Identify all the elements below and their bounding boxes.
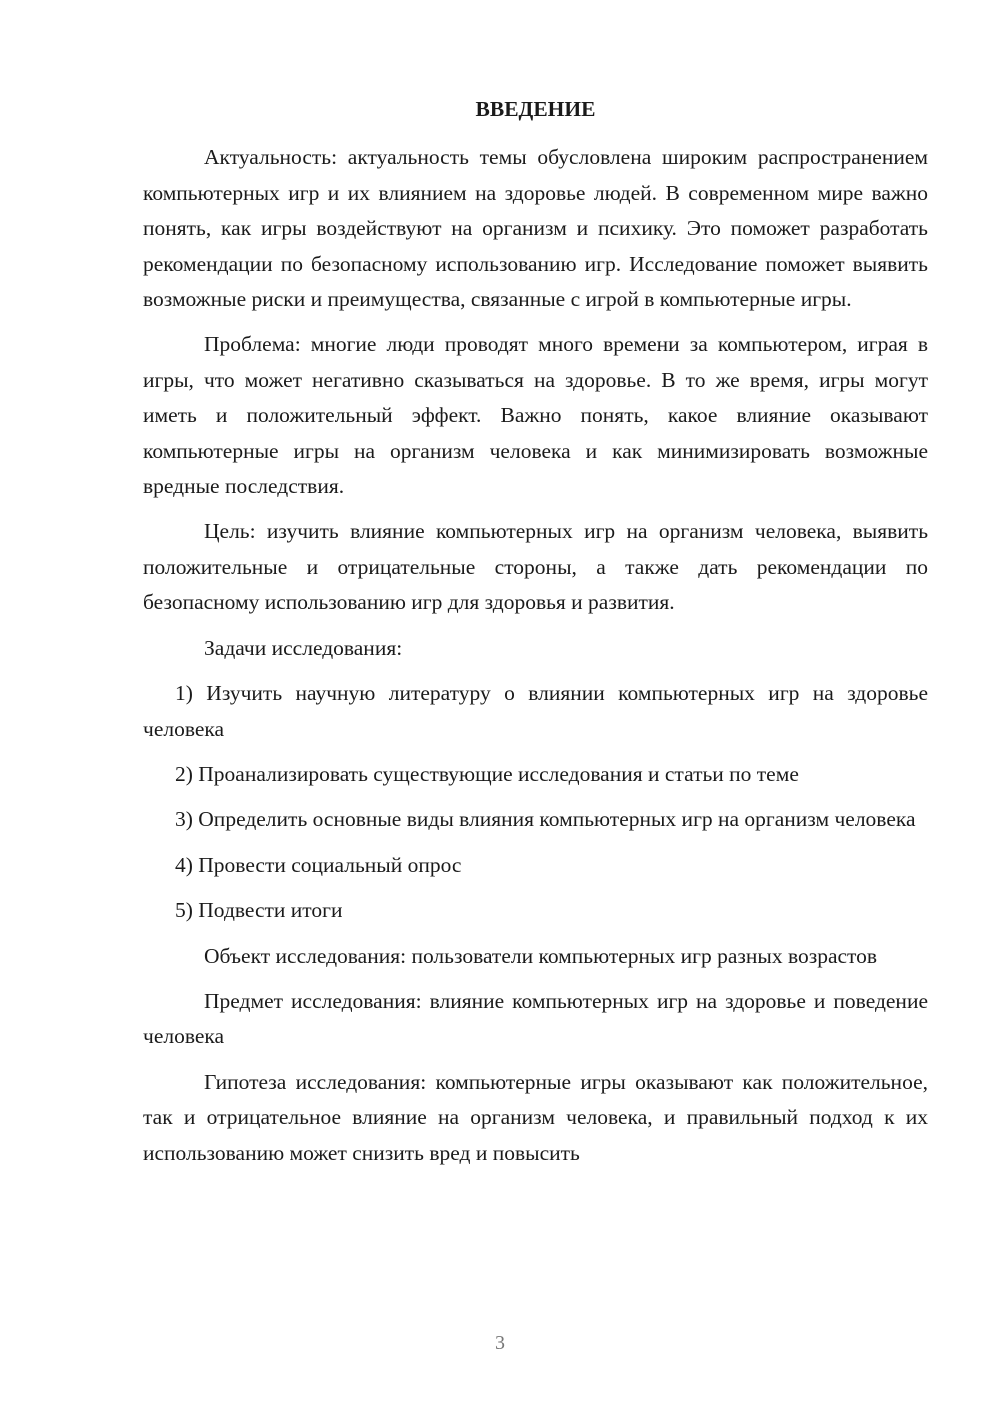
list-item-task-1: 1) Изучить научную литературу о влиянии компьютерных игр на здоровье человека [143,681,928,741]
paragraph-object: Объект исследования: пользователи компьютерных игр разных возрастов [204,943,878,968]
paragraph-relevance: Актуальность: актуальность темы обусловлена широким распространением компьютерных игр и их влиянием на здоровье людей. В современном мире важно понять, как игры воздействуют на организм и психику. Это поможет разработать рекомендации по безопасному использованию игр. Исследование поможет выявить возможные риски и преимущества, связанные с игрой в компьютерные игры. [143,145,928,312]
page-title: ВВЕДЕНИЕ [475,97,596,121]
paragraph-problem: Проблема: многие люди проводят много времени за компьютером, играя в игры, что может негативно сказываться на здоровье. В то же время, игры могут иметь и положительный эффект. Важно понять, какое влияние оказывают компьютерные игры на организм человека и как минимизировать возможные вредные последствия. [143,332,928,499]
list-item-task-4: 4) Провести социальный опрос [175,852,462,877]
paragraph-hypothesis: Гипотеза исследования: компьютерные игры оказывают как положительное, так и отрицательное влияние на организм человека, и правильный подход к их использованию может снизить вред и повысить [143,1069,928,1165]
list-item-task-3: 3) Определить основные виды влияния компьютерных игр на организм человека [175,807,916,832]
document-page [143,92,928,1181]
list-item-task-2: 2) Проанализировать существующие исследования и статьи по теме [175,761,799,786]
paragraph-goal: Цель: изучить влияние компьютерных игр на организм человека, выявить положительные и отрицательные стороны, а также дать рекомендации по безопасному использованию игр для здоровья и развития. [143,519,928,615]
paragraph-tasks-title: Задачи исследования: [204,635,403,660]
paragraph-subject: Предмет исследования: влияние компьютерных игр на здоровье и поведение человека [143,988,928,1049]
page-number: 3 [495,1332,505,1354]
list-item-task-5: 5) Подвести итоги [175,898,343,923]
